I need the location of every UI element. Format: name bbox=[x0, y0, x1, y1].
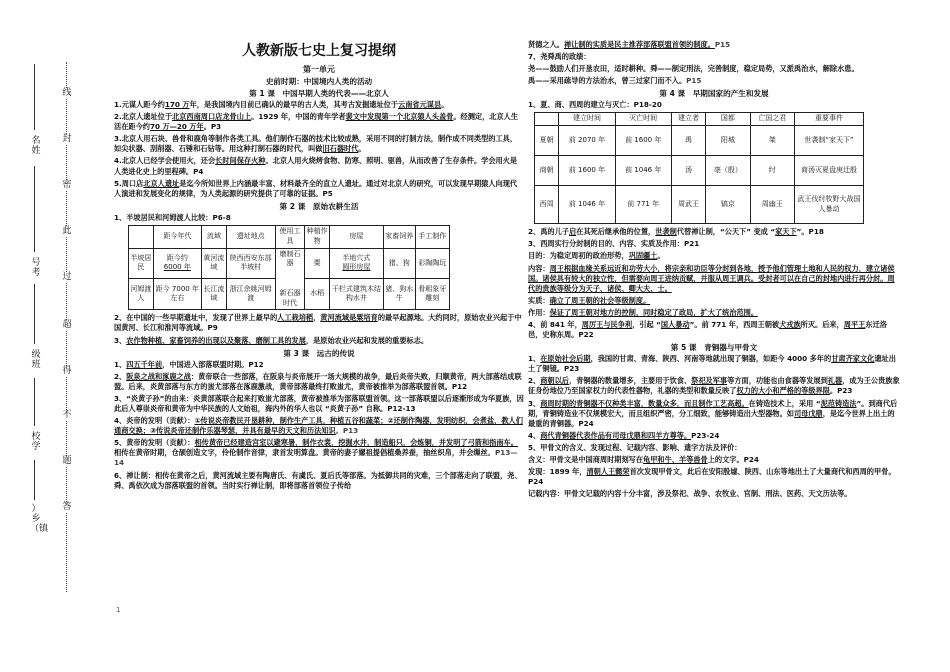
table-cell: 半地穴式 圆形房屋 bbox=[329, 248, 383, 279]
table-cell: 亡国之君 bbox=[750, 113, 794, 126]
era-heading: 史前时期：中国境内人类的活动 bbox=[265, 77, 373, 86]
table-cell: 干栏式建筑木结构水井 bbox=[329, 279, 383, 310]
table-cell: 前 2070 年 bbox=[559, 126, 615, 156]
note-paragraph: 3、农作物种植、家畜饲养的出现以及聚落、磨制工具的发展，是原始农业兴起和发展的重要标志。 bbox=[114, 335, 429, 345]
seal-char: 得 bbox=[60, 366, 74, 376]
town-field-line[interactable] bbox=[34, 460, 35, 500]
name-field-line[interactable] bbox=[34, 64, 35, 130]
note-paragraph: 1、夏、商、西周的建立与灭亡：P18-20 bbox=[528, 100, 662, 110]
table-cell: 前 1600 年 bbox=[615, 126, 671, 156]
lesson-heading: 第 3 课 远古的传说 bbox=[283, 348, 355, 358]
note-paragraph: 2.北京人遗址位于北京西南周口店龙骨山上。1929 年，中国的青年学者裴文中发现第一个北京猿人头盖骨。经测定，北京人生活在距今约70 万—20 万年。P3 bbox=[114, 112, 519, 132]
note-paragraph: 1、半坡居民和河姆渡人比较：P6-8 bbox=[114, 212, 231, 222]
dynasties-table bbox=[534, 112, 864, 224]
table-header-row bbox=[129, 225, 450, 248]
table-row bbox=[535, 156, 864, 186]
table-cell: 建立时间 bbox=[559, 113, 615, 126]
name-field-label: 名姓 bbox=[31, 136, 41, 156]
table-cell: 周武王 bbox=[671, 186, 705, 224]
town-field-label: ）乡（镇 bbox=[30, 504, 49, 534]
note-paragraph: 3、西周实行分封制的目的、内容、实质及作用：P21 bbox=[528, 239, 700, 249]
table-cell: 灭亡时间 bbox=[615, 113, 671, 126]
table-cell: 距今约 6000 年 bbox=[153, 248, 201, 279]
unit-heading: 第一单元 bbox=[303, 65, 335, 74]
table-row bbox=[535, 126, 864, 156]
right-column bbox=[528, 40, 900, 501]
table-cell: 猪、狗 bbox=[383, 248, 415, 279]
table-cell: 重要事件 bbox=[795, 113, 864, 126]
seal-char: 不 bbox=[60, 410, 74, 420]
table-cell: 水稻 bbox=[305, 279, 330, 310]
note-paragraph: 禹——采用疏导的方法治水，曾三过家门而不入。P15 bbox=[528, 76, 702, 86]
note-paragraph: 目的：为稳定周初的政治形势，巩固疆土。 bbox=[528, 251, 665, 261]
note-paragraph: 6、禅让制：相传在黄帝之后，黄河流域主要有陶唐氏、有虞氏、夏后氏等部落。为抵御共同的灾难，三个部落走向了联盟，尧、舜、禹依次成为部落联盟的首领。当时实行禅让制，即将部落首领位子传给 bbox=[114, 470, 522, 490]
note-paragraph: 3、商周时期的青铜器不仅种类丰富，数量众多，而且制作工艺高超。在铸造技术上，采用 “泥范铸造法”。到商代后期，青铜铸造业不仅规模宏大，而且组织严密，分工细致，能够铸造出大型器物。如司母戊鼎，是迄今世界上出土的最重的青铜器。P24 bbox=[528, 398, 898, 428]
table-cell: 长江流域 bbox=[202, 279, 227, 310]
table-cell: 世袭制“家天下” bbox=[795, 126, 864, 156]
exam-number-field-label: 号考 bbox=[31, 258, 41, 278]
table-cell: 河姆渡人 bbox=[129, 279, 154, 310]
table-row bbox=[129, 248, 450, 279]
table-cell: 汤 bbox=[671, 156, 705, 186]
note-paragraph: 尧——鼓励人们开垦农田，适时耕种。舜——制定刑法，完善制度，稳定局势，又派禹治水，解除水患。 bbox=[528, 64, 859, 74]
exam-number-field-line[interactable] bbox=[34, 166, 35, 252]
document-title: 人教新版七史上复习提纲 bbox=[242, 43, 396, 59]
table-cell: 浙江余姚河姆渡 bbox=[226, 279, 275, 310]
note-paragraph: 2、阪泉之战和涿鹿之战：黄帝联合一些部落，在阪泉与炎帝展开一场大规模的战争，最后炎帝失败，归顺黄帝，两大部落结成联盟。后来，炎黄部落与东方的蚩尤部落在涿鹿激战，黄帝部落最终打败蚩尤，黄帝被推举为部落联盟首领。P12 bbox=[114, 371, 522, 391]
table-cell: 骨耜象牙雕刻 bbox=[415, 279, 449, 310]
page-number: 1 bbox=[116, 606, 121, 614]
seal-char: 密 bbox=[60, 180, 74, 190]
table-cell: 夏朝 bbox=[535, 126, 559, 156]
note-paragraph: 发现：1899 年，清朝人王懿荣首次发现甲骨文，此后在安阳殷墟、陕西、山东等地出土了大量商代和西周的甲骨。P24 bbox=[528, 467, 896, 487]
note-paragraph: 4、炎帝的发明（贡献）：①传说炎帝教民开垦耕种，制作生产工具，种植五谷和蔬菜；②还制作陶器，发明纺织，会煮盐，教人们通商交换；③传说炎帝还制作乐器琴瑟，并具有最早的天文和历法知识。P13 bbox=[114, 416, 523, 436]
table-cell: 周幽王 bbox=[750, 186, 794, 224]
table-cell: 房屋 bbox=[329, 225, 383, 248]
table-cell: 手工制作 bbox=[415, 225, 449, 248]
note-paragraph: 4、商代青铜器代表作品有司母戊鼎和四羊方尊等。P23-24 bbox=[528, 430, 720, 440]
table-cell: 半坡居民 bbox=[129, 248, 154, 279]
table-cell: 家畜饲养 bbox=[383, 225, 415, 248]
lesson-heading: 第 5 课 青铜器与甲骨文 bbox=[670, 343, 758, 353]
table-cell: 国都 bbox=[706, 113, 750, 126]
table-cell: 黄河流域 bbox=[202, 248, 227, 279]
table-cell: 纣 bbox=[750, 156, 794, 186]
note-paragraph: 内容：周王根据血缘关系远近和功劳大小，将宗亲和功臣等分封到各地，授予他们管理土地和人民的权力，建立诸侯国。诸侯具有较大的独立性，但需要向周王进纳贡赋，并服从周王调兵。受封者可以在自己的封地内进行再分封。周代的贵族等级分为天子、诸侯、卿大夫、士。 bbox=[528, 263, 895, 293]
table-cell: 前 1046 年 bbox=[559, 186, 615, 224]
note-paragraph: 2、在中国的一些早期遗址中，发现了世界上最早的人工栽培稻，黄河流域是粟培育的最早起源地。大约同时，原始农业兴起于中国黄河、长江和淮河等流域。P9 bbox=[114, 313, 522, 333]
table-cell: 商汤灭夏盘庚迁殷 bbox=[795, 156, 864, 186]
seal-char: 此 bbox=[60, 226, 74, 236]
lesson-heading: 第 1 课 中国早期人类的代表——北京人 bbox=[249, 89, 389, 98]
banpo-hemudu-comparison-table bbox=[128, 225, 450, 310]
table-cell: 猪、狗水牛 bbox=[383, 279, 415, 310]
note-paragraph: 实质：确立了周王朝的社会等级制度。 bbox=[528, 295, 651, 305]
school-field-label: 校学 bbox=[31, 432, 41, 452]
table-cell: 流域 bbox=[202, 225, 227, 248]
table-cell: 距今 7000 年左右 bbox=[153, 279, 201, 310]
table-cell: 前 1600 年 bbox=[559, 156, 615, 186]
table-header-row bbox=[535, 113, 864, 126]
seal-char: 过 bbox=[60, 272, 74, 282]
binding-margin bbox=[0, 0, 96, 672]
table-cell: 建立者 bbox=[671, 113, 705, 126]
table-cell: 距今年代 bbox=[153, 225, 201, 248]
note-paragraph: 2、商朝以后，青铜器的数量增多，主要用于饮食、祭祀及军事等方面，功能也由食器等发展到礼器，成为王公贵族象征身份地位乃至国家权力的代表性器物，礼器的类型和数量反映了权力的大小和严格的等级界限。P23 bbox=[528, 376, 900, 396]
note-paragraph: 含义：甲骨文是中国商周时期刻写在龟甲和牛、羊等兽骨上的文字。P24 bbox=[528, 455, 759, 465]
lesson-heading: 第 2 课 原始农耕生活 bbox=[279, 201, 359, 211]
table-cell: 种植作物 bbox=[305, 225, 330, 248]
table-cell: 阳城 bbox=[706, 126, 750, 156]
table-cell: 亳（殷） bbox=[706, 156, 750, 186]
seal-char: 答 bbox=[60, 502, 74, 512]
class-field-label: 级班 bbox=[31, 350, 41, 370]
table-cell: 桀 bbox=[750, 126, 794, 156]
note-paragraph: 记载内容：甲骨文记载的内容十分丰富，涉及祭祀、战争、农牧业、官制、刑法、医药、天文历法等。 bbox=[528, 489, 852, 499]
note-paragraph: 4.北京人已经学会使用火，还会长时间保存火种。北京人用火烧烤食物、防寒、照明、驱兽，从而改善了生存条件。学会用火是人类进化史上的里程碑。P4 bbox=[114, 156, 518, 176]
note-paragraph: 5、黄帝的发明（贡献）：相传黄帝已经建造宫室以避寒暑，制作衣裳，挖掘水井，制造船只，会炼铜，并发明了弓箭和指南车。相传在黄帝时期，仓颉创造文字，伶伦制作音律，隶首发明算盘。黄帝的妻子嫘祖提倡植桑养蚕，抽丝织帛，并会缫丝。P13—14 bbox=[114, 438, 518, 468]
note-paragraph: 1、在原始社会后期，我国的甘肃、青海、陕西、河南等地就出现了铜器，如距今 4000 多年的甘肃齐家文化遗址出土了铜镜。P23 bbox=[528, 354, 896, 374]
seal-char: 超 bbox=[60, 320, 74, 330]
note-paragraph: 1.元谋人距今约170 万年，是我国境内目前已确认的最早的古人类，其考古发掘遗址位于云南省元谋县。 bbox=[114, 100, 449, 109]
lesson-heading: 第 4 课 早期国家的产生和发展 bbox=[659, 89, 769, 99]
note-paragraph: 贤德之人。禅让制的实质是民主推荐部落联盟首领的制度。P15 bbox=[528, 40, 731, 49]
seal-char: 题 bbox=[60, 456, 74, 466]
note-paragraph: 5.周口店北京人遗址是迄今所知世界上内涵最丰富、材料最齐全的直立人遗址。通过对北京人的研究，可以发现早期猿人向现代人演进和发展变化的规律，为人类起源的研究提供了可靠的证据。P5 bbox=[114, 178, 518, 198]
table-cell: 禹 bbox=[671, 126, 705, 156]
note-paragraph: 2、禹的儿子启在其死后继承他的位置，世袭制代替禅让制，“公天下” 变成 “家天下”。P18 bbox=[528, 227, 824, 237]
note-paragraph: 3、“炎黄子孙”的由来：炎黄部落联合起来打败蚩尤部落，黄帝被推举为部落联盟首领。这一部落联盟以后逐渐形成为华夏族，因此后人尊崇炎帝和黄帝为中华民族的人文始祖，海内外的华人也以 “炎黄子孙” 自称。P12-13 bbox=[114, 393, 524, 413]
note-paragraph: 1、四五千年前，中国进入部落联盟时期。P12 bbox=[114, 359, 264, 369]
table-cell: 粟 bbox=[305, 248, 330, 279]
table-cell: 前 1046 年 bbox=[615, 156, 671, 186]
table-cell: 武王伐纣牧野大战国人暴动 bbox=[795, 186, 864, 224]
table-cell: 遗址地点 bbox=[226, 225, 275, 248]
seal-char: 封 bbox=[60, 134, 74, 144]
table-cell: 使用工具 bbox=[275, 225, 305, 248]
school-field-line[interactable] bbox=[34, 378, 35, 426]
note-paragraph: 3.北京人用石块、兽骨和鹿角等制作各类工具。他们制作石器的技术比较成熟，采用不同的打制方法，制作成不同类型的工具，如尖状器、刮削器、石锤和石钻等。用这种打制石器的时代，叫做旧石器时代。 bbox=[114, 134, 518, 154]
table-cell: 镐京 bbox=[706, 186, 750, 224]
table-cell bbox=[535, 113, 559, 126]
table-cell: 彩陶陶玩 bbox=[415, 248, 449, 279]
table-cell: 陕西西安东部半坡村 bbox=[226, 248, 275, 279]
class-field-line[interactable] bbox=[34, 284, 35, 344]
note-paragraph: 4、前 841 年，周厉王与民争利，引起 “国人暴动”。前 771 年，西周王朝被犬戎族所灭。后来，周平王东迁洛邑，史称东周。P22 bbox=[528, 320, 887, 340]
table-cell: 商朝 bbox=[535, 156, 559, 186]
table-cell: 西周 bbox=[535, 186, 559, 224]
left-column bbox=[114, 40, 524, 493]
seal-char: 线 bbox=[60, 88, 74, 98]
table-cell: 磨制石器 新石器时代 bbox=[275, 248, 305, 310]
note-paragraph: 7、尧舜禹的政绩： bbox=[528, 52, 591, 62]
note-paragraph: 5、甲骨文的含义、发现过程、记载内容、影响、遗字方法及评价： bbox=[528, 442, 742, 452]
table-cell: 前 771 年 bbox=[615, 186, 671, 224]
table-row bbox=[535, 186, 864, 224]
note-paragraph: 作用：保证了周王朝对地方的控制，同时稳定了政局，扩大了统治范围。 bbox=[528, 307, 759, 317]
